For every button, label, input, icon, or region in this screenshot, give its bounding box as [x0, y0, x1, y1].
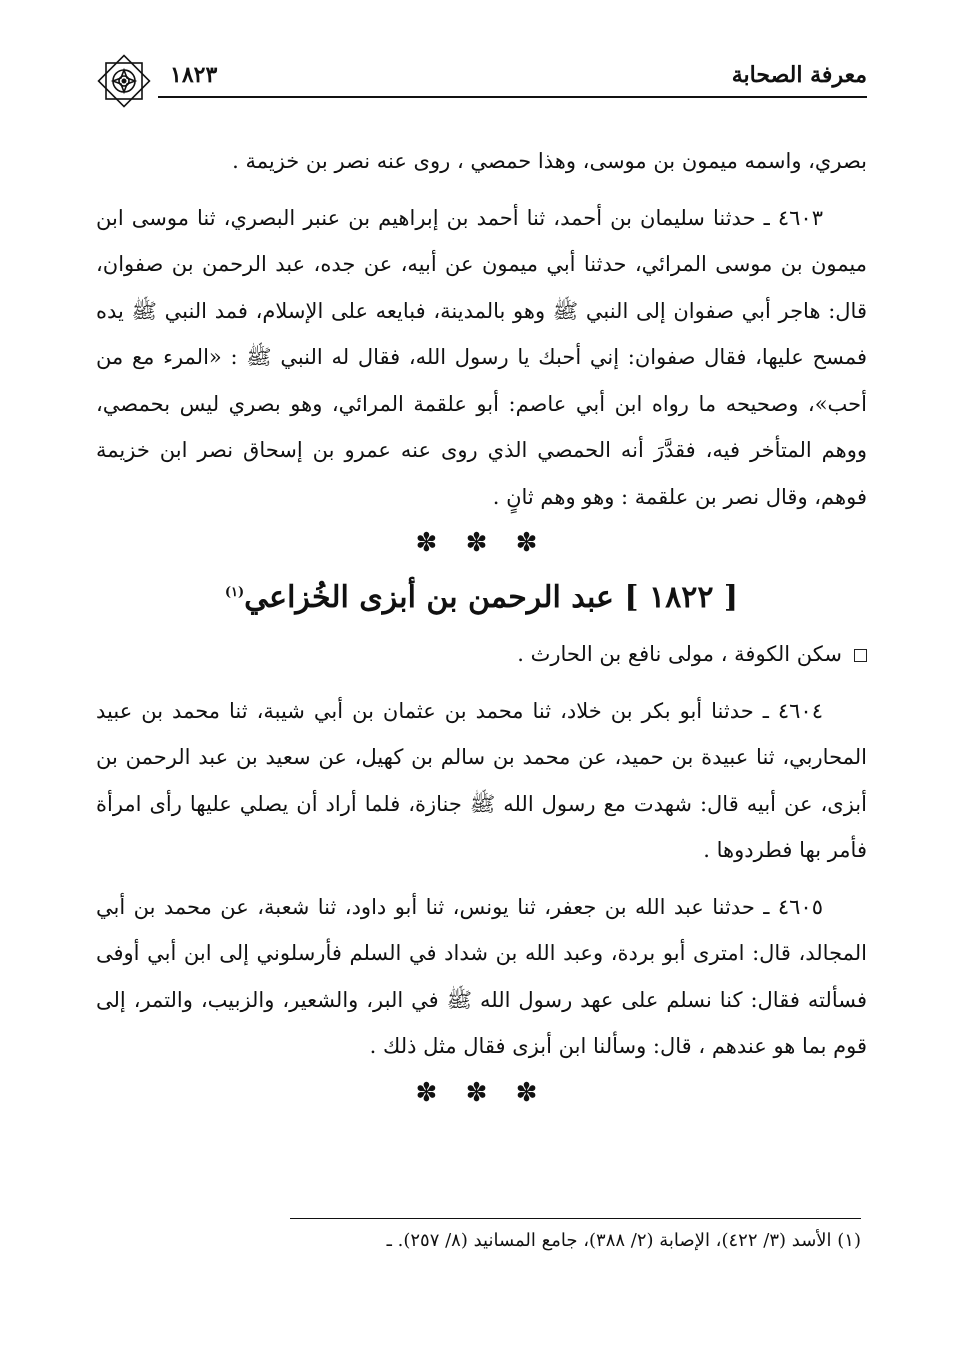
hadith-4603: ٤٦٠٣ ـ حدثنا سليمان بن أحمد، ثنا أحمد بن إبراهيم بن عنبر البصري، ثنا موسى ابن ميمون بن موسى المرائي، حدثنا أبي ميمون عن أبيه، عن جده، عبد الرحمن بن صفوان، قال: هاجر أبي صفوان إلى النبي ﷺ وهو بالمدينة، فبايعه على الإسلام، فمد النبي ﷺ يده فمسح عليها، فقال صفوان: إني أحبك يا رسول الله، فقال له النبي ﷺ : «المرء مع من أحب»، وصحيحه ما رواه ابن أبي عاصم: أبو علقمة المرائي، وهو بصري ليس بحمصي، ووهم المتأخر فيه، فقدَّرَ أنه الحمصي الذي روى عنه عمرو بن إسحاق نصر ابن خزيمة فوهم، وقال نصر بن علقمة : وهو وهم ثانٍ .	[96, 205, 867, 509]
square-bullet-icon	[854, 649, 867, 662]
entry-heading	[96, 566, 867, 625]
text-body	[96, 138, 867, 1110]
paragraph-continuation: بصري، واسمه ميمون بن موسى، وهذا حمصي ، روى عنه نصر بن خزيمة .	[232, 149, 867, 173]
footnote-rule	[290, 1218, 861, 1219]
entry-heading-text: [ ١٨٢٢ ] عبد الرحمن بن أبزى الخُزاعي	[244, 580, 739, 615]
footnote-marker: (١)	[224, 585, 245, 600]
header-rule	[158, 96, 867, 98]
hadith-4604: ٤٦٠٤ ـ حدثنا أبو بكر بن خلاد، ثنا محمد بن عثمان بن أبي شيبة، ثنا محمد بن عبيد المحاربي، ثنا عبيدة بن حميد، عن محمد بن سالم بن كهيل، عن سعيد بن عبد الرحمن بن أبزى، عن أبيه قال: شهدت مع رسول الله ﷺ جنازة، فلما أراد أن يصلي عليها رأى امرأة فأمر بها فطردوها .	[96, 698, 867, 862]
section-separator: ✽ ✽ ✽	[415, 1077, 548, 1108]
hadith-4605: ٤٦٠٥ ـ حدثنا عبد الله بن جعفر، ثنا يونس، ثنا أبو داود، ثنا شعبة، عن محمد بن أبي المجالد، قال: امترى أبو بردة، وعبد الله بن شداد في السلم فأرسلوني إلى ابن أبي أوفى فسألته فقال: كنا نسلم على عهد رسول الله ﷺ في البر، والشعير، والزبيب، والتمر، إلى قوم بما هو عندهم ، قال: وسألنا ابن أبزى فقال مثل ذلك .	[96, 894, 867, 1058]
page-header	[92, 52, 867, 112]
section-separator: ✽ ✽ ✽	[415, 528, 548, 558]
page-number: ١٨٢٣	[170, 62, 218, 88]
octagram-ornament-icon	[92, 52, 156, 110]
running-title: معرفة الصحابة	[731, 62, 867, 88]
entry-intro	[96, 631, 867, 678]
footnote: (١) الأسد (٣/ ٤٢٢)، الإصابة (٢/ ٣٨٨)، جامع المسانيد (٨/ ٢٥٧). ـ	[386, 1230, 861, 1251]
entry-intro-text: سكن الكوفة ، مولى نافع بن الحارث .	[517, 642, 842, 666]
